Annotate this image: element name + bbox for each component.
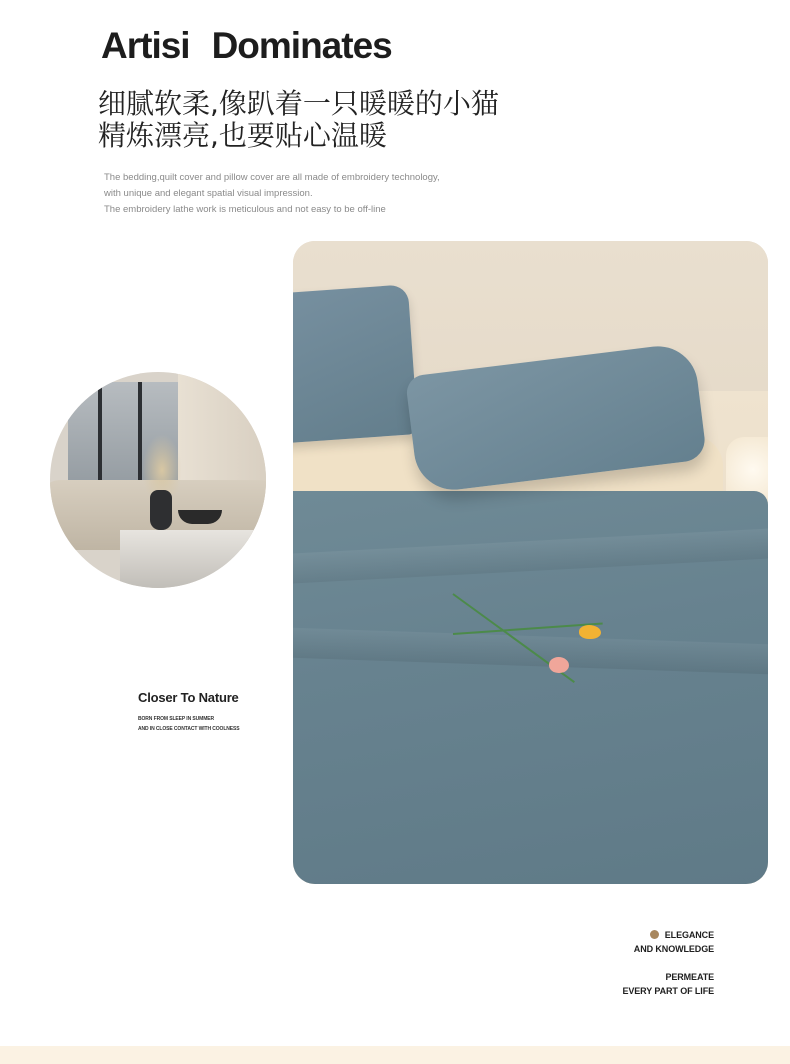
nature-sub-line-1: BORN FROM SLEEP IN SUMMER bbox=[138, 716, 215, 722]
back-pillow bbox=[293, 284, 418, 443]
brand-word-2: Dominates bbox=[211, 25, 392, 66]
headline-line-1: 细腻软柔,像趴着一只暖暖的小猫 bbox=[98, 87, 499, 120]
tagline-line-3: PERMEATE bbox=[665, 972, 714, 982]
dried-flowers bbox=[142, 434, 182, 494]
closer-to-nature-subtitle bbox=[138, 714, 298, 734]
brand-word-1: Artisi bbox=[101, 25, 190, 66]
headline bbox=[98, 88, 618, 152]
tagline bbox=[622, 928, 714, 998]
bottom-strip bbox=[0, 1046, 790, 1064]
description-line-2: with unique and elegant spatial visual impression. bbox=[104, 188, 313, 199]
pink-tulip bbox=[549, 657, 569, 673]
tagline-line-1: ELEGANCE bbox=[622, 928, 714, 942]
description-line-3: The embroidery lathe work is meticulous and not easy to be off-line bbox=[104, 204, 386, 215]
description bbox=[104, 170, 544, 218]
side-table bbox=[120, 530, 266, 588]
main-product-photo bbox=[293, 241, 768, 884]
lifestyle-round-photo bbox=[50, 372, 266, 588]
tagline-line-4: EVERY PART OF LIFE bbox=[622, 986, 714, 996]
headline-line-2: 精炼漂亮,也要贴心温暖 bbox=[98, 119, 387, 152]
bullet-dot-icon bbox=[650, 930, 659, 939]
closer-to-nature-title: Closer To Nature bbox=[138, 690, 239, 705]
nature-sub-line-2: AND IN CLOSE CONTACT WITH COOLNESS bbox=[138, 726, 240, 732]
brand-title bbox=[101, 24, 392, 68]
description-line-1: The bedding,quilt cover and pillow cover are all made of embroidery technology, bbox=[104, 172, 440, 183]
tagline-line-2: AND KNOWLEDGE bbox=[633, 944, 714, 954]
closer-to-nature-caption bbox=[138, 690, 298, 734]
vase bbox=[150, 490, 172, 530]
yellow-tulip bbox=[579, 625, 601, 639]
